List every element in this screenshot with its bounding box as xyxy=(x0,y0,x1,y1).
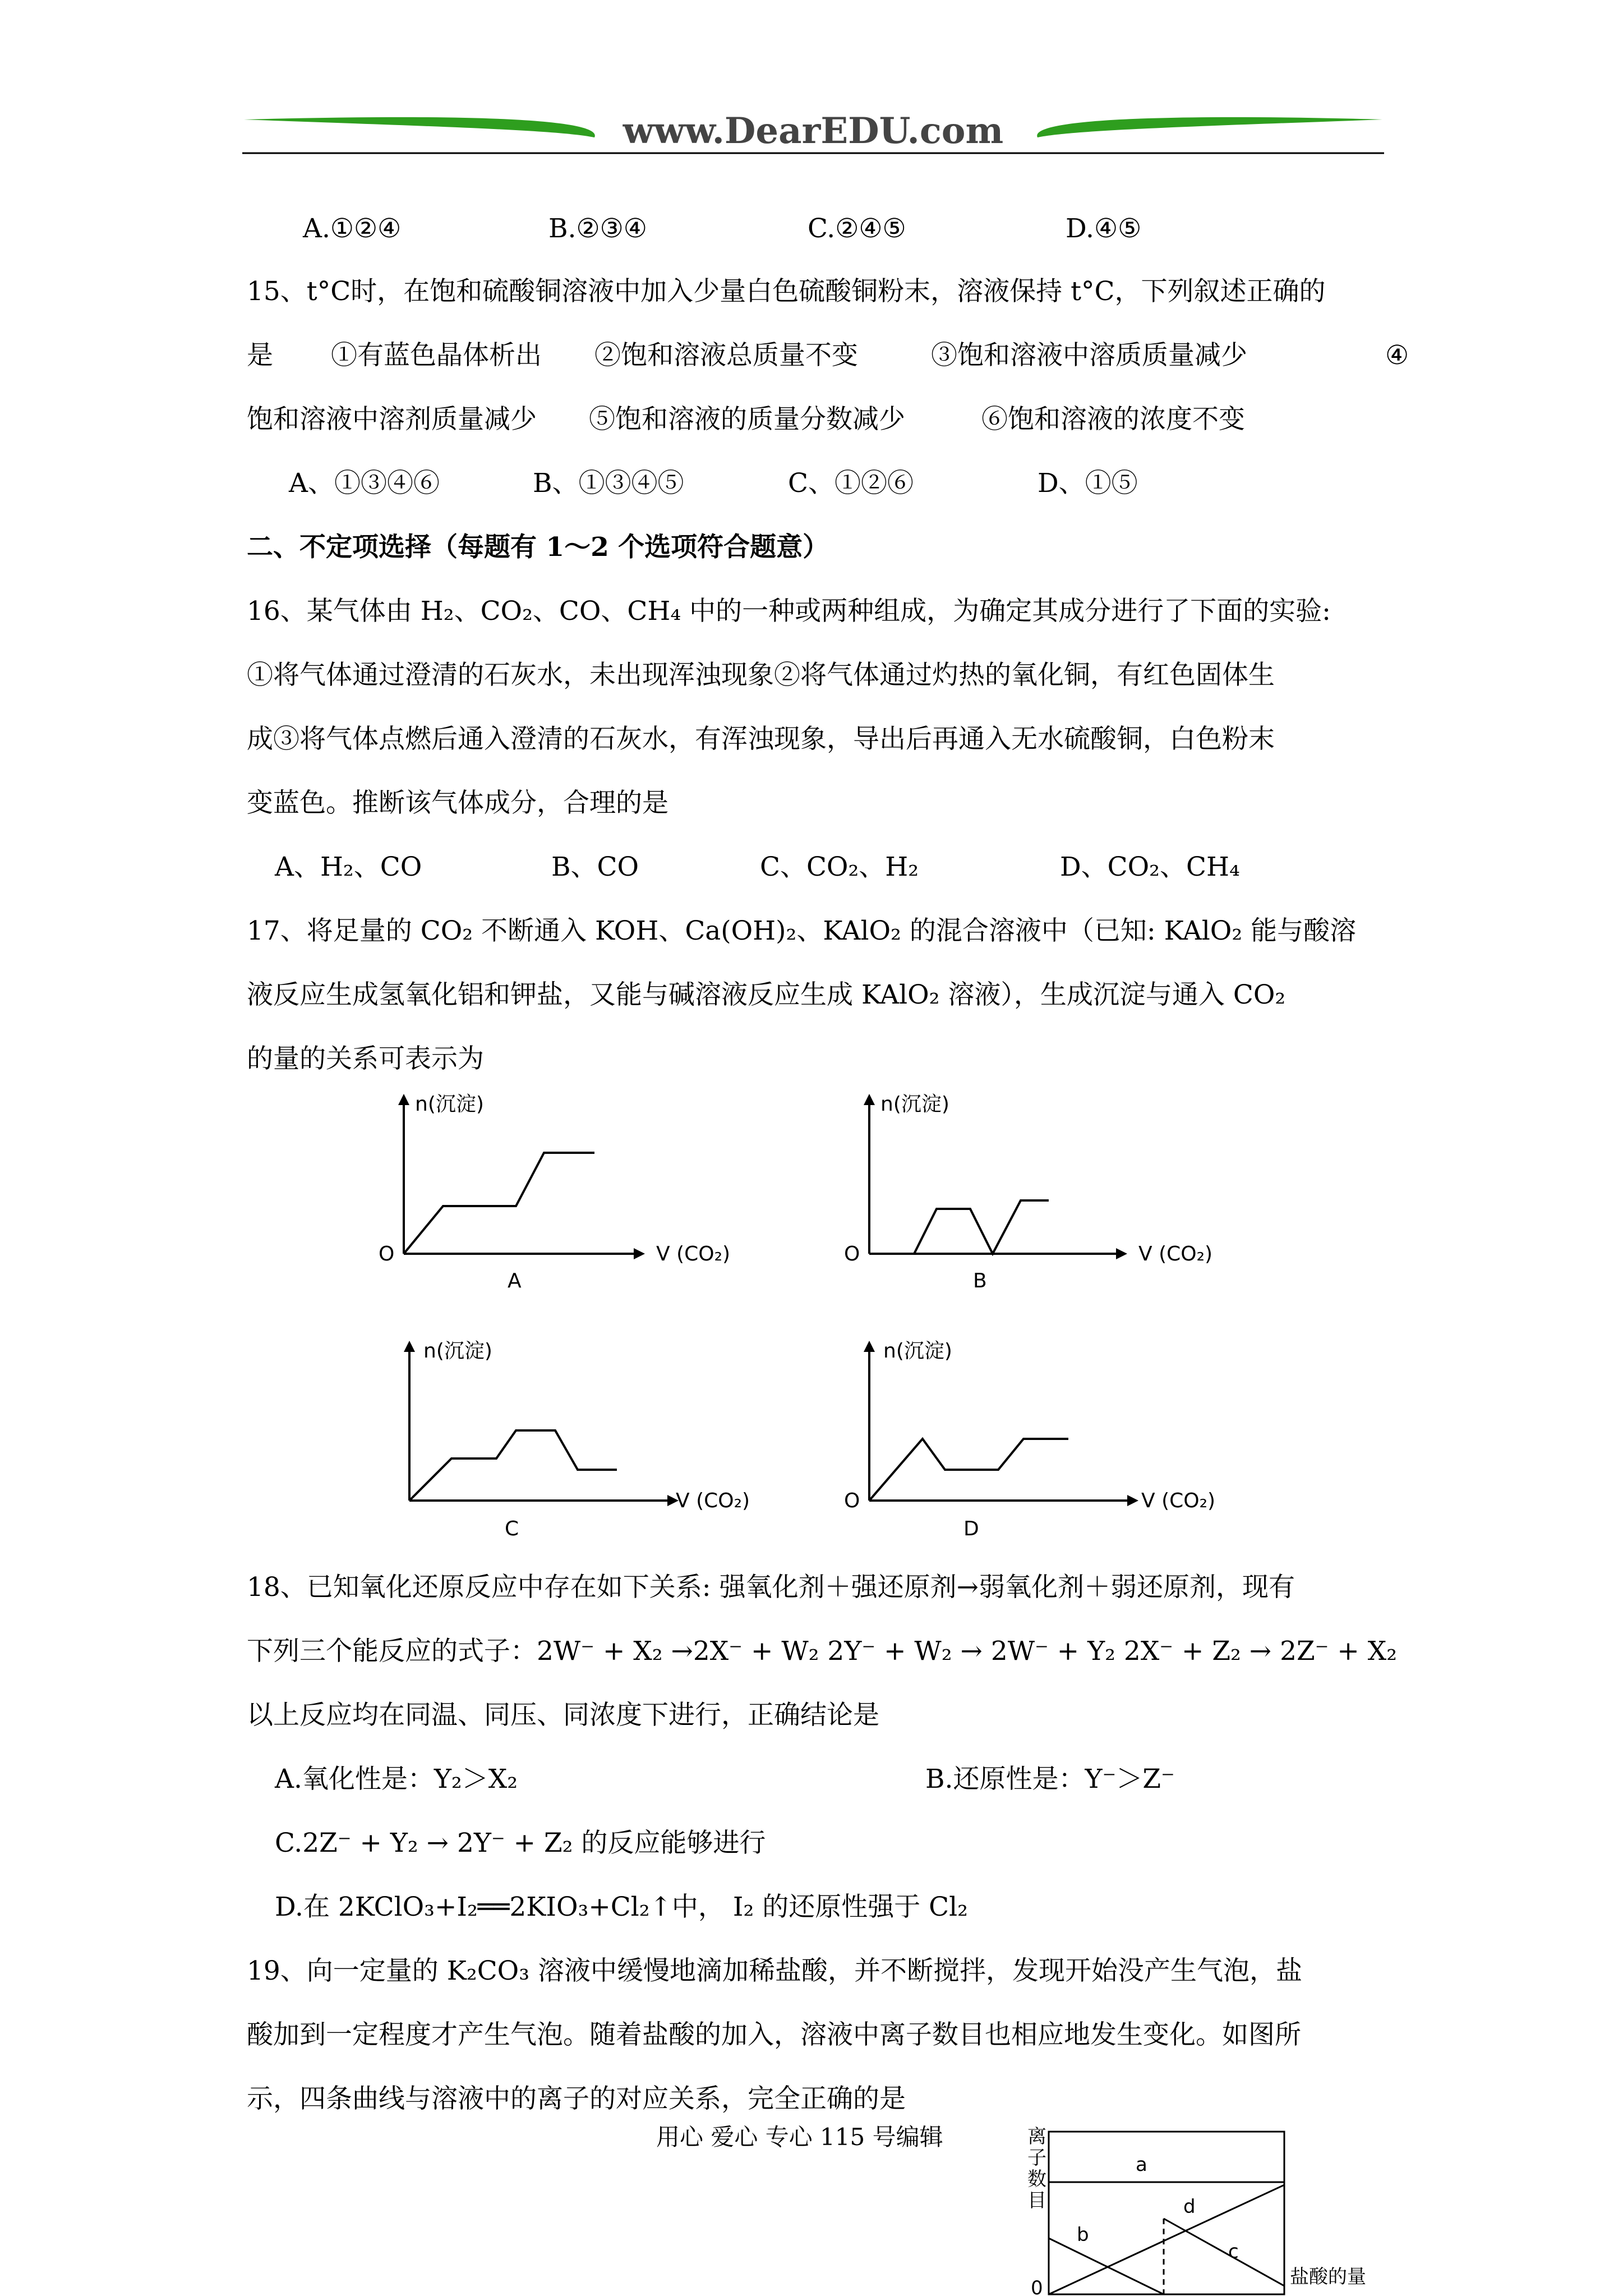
graph-a-origin: O xyxy=(379,1243,395,1266)
q17-graph-b-curve xyxy=(869,1200,1049,1254)
q15-line-2-a: 是 xyxy=(247,340,273,371)
q15-line-1: 15、t°C时，在饱和硫酸铜溶液中加入少量白色硫酸铜粉末，溶液保持 t°C，下列叙述正确的 xyxy=(247,276,1326,307)
q19-line-3: 示，四条曲线与溶液中的离子的对应关系，完全正确的是 xyxy=(247,2083,906,2114)
q15-statement-4-mark: ④ xyxy=(1385,340,1409,371)
q17-graph-d xyxy=(836,1327,1262,1545)
q17-line-2: 液反应生成氢氧化铝和钾盐，又能与碱溶液反应生成 KAlO₂ 溶液），生成沉淀与通入 CO₂ xyxy=(247,979,1286,1010)
q17-graph-c-curve xyxy=(409,1430,617,1501)
graph-c-label: C xyxy=(505,1517,519,1540)
q18-option-d: D.在 2KClO₃+I₂══2KIO₃+Cl₂↑中， I₂ 的还原性强于 Cl₂ xyxy=(275,1892,968,1922)
q16-option-a: A、H₂、CO xyxy=(275,852,422,882)
q19-frame xyxy=(1049,2132,1284,2294)
q16-line-4: 变蓝色。推断该气体成分，合理的是 xyxy=(247,788,668,818)
q15-option-c: C、①②⑥ xyxy=(788,468,914,499)
q18-line-3: 以上反应均在同温、同压、同浓度下进行，正确结论是 xyxy=(247,1700,879,1731)
q15-statement-6: ⑥饱和溶液的浓度不变 xyxy=(981,404,1245,435)
graph-a-label: A xyxy=(508,1269,522,1292)
header-site: www.DearEDU.com xyxy=(623,110,1004,152)
q15-statement-3: ③饱和溶液中溶质质量减少 xyxy=(931,340,1247,371)
q14-option-d: D.④⑤ xyxy=(1066,213,1142,244)
graph-d-xlabel: V (CO₂) xyxy=(1141,1489,1216,1512)
q17-graph-a-curve xyxy=(404,1153,594,1254)
q16-line-2: ①将气体通过澄清的石灰水，未出现浑浊现象②将气体通过灼热的氧化铜，有红色固体生 xyxy=(247,660,1275,691)
graph-c-ylabel: n(沉淀) xyxy=(423,1340,492,1363)
q19-line-1: 19、向一定量的 K₂CO₃ 溶液中缓慢地滴加稀盐酸，并不断搅拌，发现开始没产生气泡，盐 xyxy=(247,1955,1302,1986)
q15-statement-2: ②饱和溶液总质量不变 xyxy=(594,340,858,371)
q19-line-2: 酸加到一定程度才产生气泡。随着盐酸的加入，溶液中离子数目也相应地发生变化。如图所 xyxy=(247,2019,1301,2050)
q19-origin: 0 xyxy=(1031,2277,1043,2296)
q15-statement-1: ①有蓝色晶体析出 xyxy=(331,340,542,371)
header-banner xyxy=(241,109,1385,160)
q19-curve-a-label: a xyxy=(1136,2154,1147,2176)
graph-a-ylabel: n(沉淀) xyxy=(415,1093,484,1116)
q15-statement-4: 饱和溶液中溶剂质量减少 xyxy=(247,404,537,435)
q19-curve-d-label: d xyxy=(1183,2196,1196,2218)
q17-graph-b xyxy=(836,1085,1262,1299)
header-right-swoosh xyxy=(1037,117,1382,137)
q15-statement-5: ⑤饱和溶液的质量分数减少 xyxy=(589,404,905,435)
q16-line-3: 成③将气体点燃后通入澄清的石灰水，有浑浊现象，导出后再通入无水硫酸铜，白色粉末 xyxy=(247,724,1275,754)
q19-ylabel-1: 离 xyxy=(1027,2125,1046,2148)
graph-d-label: D xyxy=(963,1517,979,1540)
graph-d-ylabel: n(沉淀) xyxy=(883,1340,952,1363)
q15-option-d: D、①⑤ xyxy=(1038,468,1138,499)
q15-option-b: B、①③④⑤ xyxy=(533,468,684,499)
q19-ylabel-3: 数 xyxy=(1027,2168,1046,2191)
footer-text: 用心 爱心 专心 115 号编辑 xyxy=(656,2123,943,2151)
graph-d-origin: O xyxy=(844,1489,860,1512)
q18-line-1: 18、已知氧化还原反应中存在如下关系: 强氧化剂＋强还原剂→弱氧化剂＋弱还原剂，现有 xyxy=(247,1572,1295,1603)
q16-line-1: 16、某气体由 H₂、CO₂、CO、CH₄ 中的一种或两种组成，为确定其成分进行了下面的实验: xyxy=(247,596,1331,627)
q17-graph-c xyxy=(370,1327,796,1545)
graph-b-label: B xyxy=(973,1269,987,1292)
q14-option-b: B.②③④ xyxy=(548,213,647,244)
q15-option-a: A、①③④⑥ xyxy=(289,468,440,499)
q19-curve-b-label: b xyxy=(1077,2224,1089,2246)
graph-b-origin: O xyxy=(844,1243,860,1266)
q19-ylabel-2: 子 xyxy=(1027,2147,1046,2169)
q17-line-1: 17、将足量的 CO₂ 不断通入 KOH、Ca(OH)₂、KAlO₂ 的混合溶液中（已知: KAlO₂ 能与酸溶 xyxy=(247,915,1357,946)
graph-b-xlabel: V (CO₂) xyxy=(1138,1243,1213,1266)
q18-line-2: 下列三个能反应的式子：2W⁻ + X₂ →2X⁻ + W₂ 2Y⁻ + W₂ → 2W⁻ + Y₂ 2X⁻ + Z₂ → 2Z⁻ + X₂ xyxy=(247,1636,1398,1667)
q17-line-3: 的量的关系可表示为 xyxy=(247,1043,484,1074)
q17-graph-a xyxy=(370,1085,785,1299)
q18-option-a: A.氧化性是：Y₂＞X₂ xyxy=(275,1764,518,1795)
section-2-title: 二、不定项选择（每题有 1～2 个选项符合题意） xyxy=(247,532,829,563)
q18-option-b: B.还原性是：Y⁻＞Z⁻ xyxy=(925,1764,1175,1795)
q14-option-c: C.②④⑤ xyxy=(808,213,906,244)
graph-a-xlabel: V (CO₂) xyxy=(656,1243,731,1266)
q19-xlabel: 盐酸的量 xyxy=(1290,2266,1366,2288)
q16-option-c: C、CO₂、H₂ xyxy=(760,852,919,882)
header-left-swoosh xyxy=(244,117,595,137)
q19-graph xyxy=(1004,2115,1396,2296)
q19-curve-c xyxy=(1164,2219,1284,2286)
graph-c-xlabel: V (CO₂) xyxy=(676,1489,750,1512)
graph-b-ylabel: n(沉淀) xyxy=(880,1093,949,1116)
q16-option-b: B、CO xyxy=(551,852,639,882)
q17-graph-d-curve xyxy=(869,1439,1068,1501)
q18-option-c: C.2Z⁻ + Y₂ → 2Y⁻ + Z₂ 的反应能够进行 xyxy=(275,1828,766,1858)
q19-ylabel-4: 目 xyxy=(1027,2189,1046,2212)
q19-curve-c-label: c xyxy=(1228,2240,1239,2263)
q14-option-a: A.①②④ xyxy=(303,213,402,244)
q16-option-d: D、CO₂、CH₄ xyxy=(1060,852,1240,882)
